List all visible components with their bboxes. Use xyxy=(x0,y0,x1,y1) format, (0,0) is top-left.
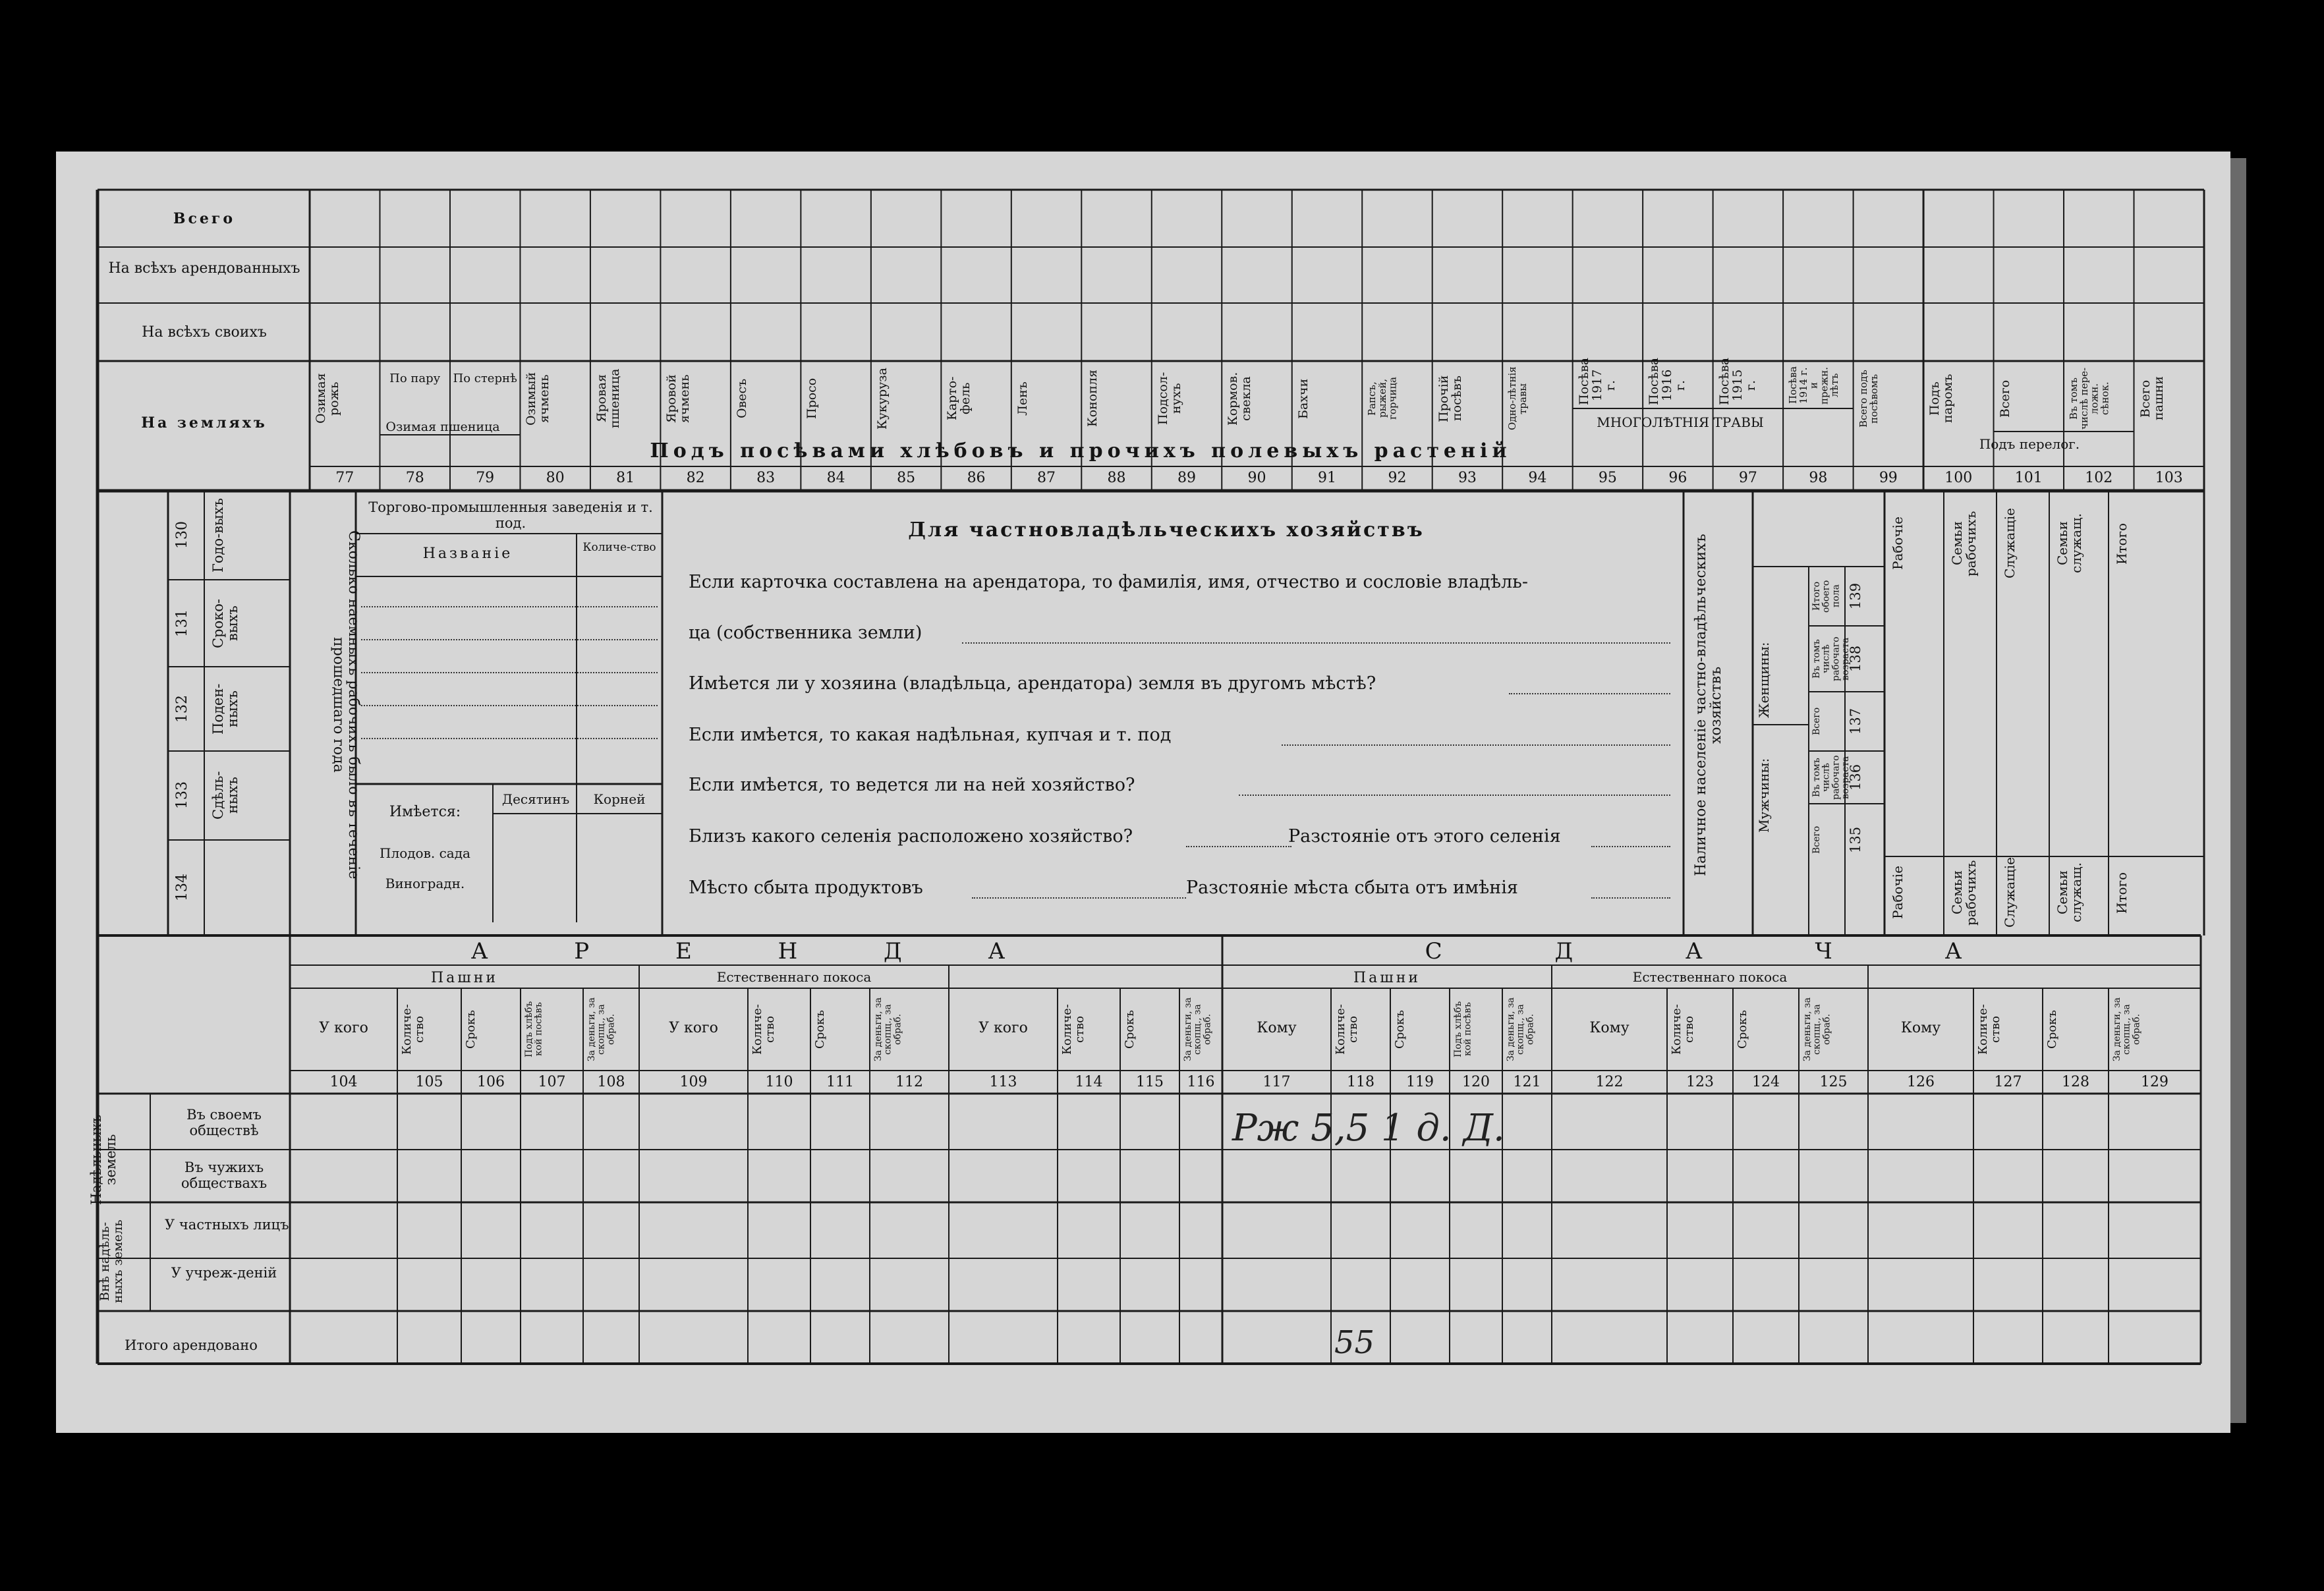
has-label: Имѣется: xyxy=(389,804,461,820)
crop-col-number: 100 xyxy=(1944,470,1973,486)
population-caption: Наличное населеніе частно-владѣльческихъ хозяйствъ xyxy=(1693,534,1725,876)
crop-col-number: 81 xyxy=(616,470,635,486)
hired-col-label: Сроко-выхъ xyxy=(210,598,241,648)
arenda-title: А Р Е Н Д А xyxy=(470,938,1045,964)
right-col-label-bottom: Итого xyxy=(2114,872,2130,914)
crop-col-label: Кукуруза xyxy=(874,368,890,430)
crop-col-label: По стернѣ xyxy=(453,372,517,385)
lease-col-label: За деньги, за скопщ., за обраб. xyxy=(586,997,617,1061)
crop-col-number: 80 xyxy=(546,470,565,486)
crop-col-label: Яровая пшеница xyxy=(594,368,622,429)
lease-col-label: Подъ хлѣбъ кой посѣвъ xyxy=(1453,1001,1473,1058)
crop-col-label: Озимый ячмень xyxy=(524,372,552,426)
crop-col-number: 94 xyxy=(1528,470,1547,486)
crop-col-label: Озимая рожь xyxy=(314,373,341,424)
lease-row-private: У частныхъ лицъ xyxy=(165,1217,289,1233)
crop-col-number: 83 xyxy=(756,470,776,486)
right-col-label-bottom: Семьи рабочихъ xyxy=(1949,860,1979,926)
lease-col-label: Кому xyxy=(1900,1020,1941,1036)
lease-row-own-community: Въ своемъ обществѣ xyxy=(186,1107,262,1139)
population-col-number: 139 xyxy=(1848,582,1863,610)
answer-line-6 xyxy=(972,897,1186,899)
group-allotment-land: Надѣльныхъ земель xyxy=(88,1114,119,1205)
lease-col-label: Срокъ xyxy=(2045,1010,2059,1049)
sdacha-title: С Д А Ч А xyxy=(1425,938,2015,964)
crop-col-number: 89 xyxy=(1177,470,1196,486)
right-col-label-top: Служащіе xyxy=(2002,508,2018,579)
q-other-land: Имѣется ли у хозяина (владѣльца, арендатора) земля въ другомъ мѣстѣ? xyxy=(689,673,1376,694)
lease-col-number: 122 xyxy=(1595,1074,1624,1090)
crop-col-label: Всего подъ посѣвомъ xyxy=(1857,370,1880,428)
hired-col-label: Сдѣль-ныхъ xyxy=(210,771,241,820)
lease-col-label: У кого xyxy=(669,1020,718,1036)
crop-col-number: 101 xyxy=(2014,470,2043,486)
lease-col-label: Подъ хлѣбъ кой посѣвъ xyxy=(524,1001,544,1058)
lease-row-other-community: Въ чужихъ обществахъ xyxy=(181,1159,268,1192)
hired-col-number: 133 xyxy=(174,781,190,810)
lease-col-number: 113 xyxy=(989,1074,1017,1090)
crop-col-number: 77 xyxy=(335,470,354,486)
crop-col-number: 88 xyxy=(1107,470,1126,486)
hired-col-number: 130 xyxy=(174,521,190,549)
crop-col-number: 78 xyxy=(405,470,424,486)
q-market-distance: Разстояніе мѣста сбыта отъ имѣнія xyxy=(1186,878,1518,898)
trade-entry-line xyxy=(361,639,658,640)
trade-entry-line xyxy=(361,738,658,739)
right-col-label-top: Семьи служащ. xyxy=(2055,513,2084,574)
lease-col-number: 125 xyxy=(1819,1074,1848,1090)
crop-col-number: 96 xyxy=(1668,470,1687,486)
hired-col-label xyxy=(211,847,283,929)
answer-line-6b xyxy=(1591,897,1670,899)
lease-row-institutions: У учреж-деній xyxy=(171,1265,277,1281)
women-label: Женщины: xyxy=(1756,642,1772,719)
crop-col-label: Подсол-нухъ xyxy=(1155,372,1183,426)
crop-col-label: Подъ паромъ xyxy=(1927,374,1955,424)
lease-col-number: 128 xyxy=(2062,1074,2089,1090)
lease-col-number: 124 xyxy=(1752,1074,1780,1090)
row-label-own: На всѣхъ своихъ xyxy=(142,324,267,341)
q-nearest-village: Близъ какого селенія расположено хозяйство? xyxy=(689,826,1133,847)
right-col-label-bottom: Семьи служащ. xyxy=(2055,862,2084,923)
trade-title: Торгово-промышленныя заведенія и т. под. xyxy=(368,499,653,532)
lease-row-total: Итого арендовано xyxy=(125,1337,258,1353)
hired-col-number: 134 xyxy=(174,874,190,902)
row-label-on-lands: На земляхъ xyxy=(141,414,268,432)
crop-col-number: 87 xyxy=(1037,470,1056,486)
population-col-number: 136 xyxy=(1848,764,1863,791)
group-perennial-grass: МНОГОЛѢТНІЯ ТРАВЫ xyxy=(1597,414,1764,430)
lease-col-number: 114 xyxy=(1075,1074,1103,1090)
lease-col-label: За деньги, за скопщ., за обраб. xyxy=(1183,997,1213,1061)
crop-col-label: Посѣва 1915 г. xyxy=(1716,357,1758,405)
lease-col-number: 126 xyxy=(1907,1074,1935,1090)
crop-col-label: Одно-лѣтнія травы xyxy=(1506,366,1529,431)
answer-line-1 xyxy=(962,642,1670,644)
crop-col-label: По пару xyxy=(389,372,441,385)
crop-col-number: 86 xyxy=(967,470,986,486)
lease-col-label: Кому xyxy=(1589,1020,1630,1036)
row-label-total: Всего xyxy=(173,210,236,227)
crop-col-number: 85 xyxy=(897,470,916,486)
right-col-label-top: Итого xyxy=(2114,522,2130,565)
q-market: Мѣсто сбыта продуктовъ xyxy=(689,878,923,898)
lease-col-label: Срокъ xyxy=(464,1010,478,1049)
population-col-label: Итого обоего пола xyxy=(1811,580,1842,613)
crop-col-label: Конопля xyxy=(1085,370,1100,428)
q-owner-name: Если карточка составлена на арендатора, то фамилія, имя, отчество и сословіе владѣль- xyxy=(689,572,1528,592)
lease-col-label: За деньги, за скопщ., за обраб. xyxy=(1506,997,1536,1061)
men-label: Мужчины: xyxy=(1756,758,1772,833)
hired-col-label: Поден-ныхъ xyxy=(210,683,241,735)
lease-col-label: Количе-ство xyxy=(1670,1004,1696,1055)
crop-col-label: Посѣва 1914 г. и прежн. лѣтъ xyxy=(1787,366,1841,405)
crop-col-number: 93 xyxy=(1458,470,1477,486)
handwritten-entry: Рж 5,5 1 д. Д. xyxy=(1232,1107,1505,1150)
lease-col-number: 112 xyxy=(895,1074,923,1090)
lease-col-number: 111 xyxy=(826,1074,854,1090)
crop-col-label: Посѣва 1917 г. xyxy=(1576,357,1618,405)
crop-col-number: 102 xyxy=(2085,470,2113,486)
hired-col-label: Годо-выхъ xyxy=(210,498,226,572)
population-col-label: Всего xyxy=(1811,707,1822,736)
crop-col-number: 82 xyxy=(686,470,705,486)
crop-col-label: Прочій посѣвъ xyxy=(1436,375,1464,422)
lease-col-number: 127 xyxy=(1994,1074,2022,1090)
private-title: Для частновладѣльческихъ хозяйствъ xyxy=(908,518,1425,542)
crop-col-label: Просо xyxy=(805,377,820,420)
crop-col-label: Всего xyxy=(1997,379,2012,418)
group-non-allotment: Внѣ надѣль-ныхъ земель xyxy=(98,1219,125,1304)
lease-col-number: 116 xyxy=(1187,1074,1215,1090)
hired-caption: Сколько наемныхъ рабочихъ было въ теченіе прошедшаго года xyxy=(329,530,362,879)
lease-col-label: Количе-ство xyxy=(400,1004,426,1055)
crop-col-number: 79 xyxy=(476,470,495,486)
sdacha-pokos: Естественнаго покоса xyxy=(1632,969,1788,985)
lease-col-number: 129 xyxy=(2141,1074,2168,1090)
lease-col-label: За деньги, за скопщ., за обраб. xyxy=(1802,997,1832,1061)
trade-qty-header: Количе-ство xyxy=(582,541,656,554)
crop-col-label: Всего пашни xyxy=(2138,376,2166,421)
hired-col-number: 131 xyxy=(174,609,190,637)
lease-col-number: 108 xyxy=(597,1074,625,1090)
crop-col-number: 84 xyxy=(826,470,845,486)
q-village-distance: Разстояніе отъ этого селенія xyxy=(1288,826,1561,847)
answer-line-5 xyxy=(1186,846,1291,847)
lease-col-number: 104 xyxy=(329,1074,358,1090)
lease-col-number: 118 xyxy=(1347,1074,1375,1090)
answer-line-4 xyxy=(1239,795,1670,796)
has-col-korney: Корней xyxy=(593,791,646,807)
has-col-desyatin: Десятинъ xyxy=(501,791,570,807)
lease-col-number: 117 xyxy=(1262,1074,1291,1090)
crop-col-label: Въ томъ числѣ пере-ложн. сѣнок. xyxy=(2068,367,2111,430)
trade-entry-line xyxy=(361,606,658,607)
lease-col-label: Кому xyxy=(1257,1020,1297,1036)
lease-col-number: 123 xyxy=(1686,1074,1714,1090)
sdacha-pashni: Пашни xyxy=(1353,970,1421,986)
lease-col-label: Срокъ xyxy=(813,1010,827,1049)
lease-col-number: 120 xyxy=(1462,1074,1490,1090)
crop-col-number: 90 xyxy=(1247,470,1266,486)
arenda-pokos: Естественнаго покоса xyxy=(716,969,872,985)
lease-col-label: Количе-ство xyxy=(1976,1004,2002,1055)
lease-col-label: Количе-ство xyxy=(1334,1004,1360,1055)
q-owner-name-cont: ца (собственника земли) xyxy=(689,623,922,643)
lease-col-label: Срокъ xyxy=(1393,1010,1407,1049)
lease-col-number: 109 xyxy=(679,1074,708,1090)
crop-col-label: Карто-фель xyxy=(945,376,973,421)
lease-col-number: 110 xyxy=(765,1074,793,1090)
lease-col-label: У кого xyxy=(319,1020,368,1036)
has-row-orchard: Плодов. сада xyxy=(380,845,470,861)
lease-col-label: Количе-ство xyxy=(1060,1004,1087,1055)
crop-col-number: 92 xyxy=(1388,470,1407,486)
population-col-label: Всего xyxy=(1811,825,1822,854)
lease-col-number: 119 xyxy=(1406,1074,1434,1090)
crop-col-label: Ленъ xyxy=(1015,381,1030,416)
lease-col-number: 106 xyxy=(477,1074,505,1090)
hired-col-number: 132 xyxy=(174,695,190,723)
q-farming-there: Если имѣется, то ведется ли на ней хозяйство? xyxy=(689,775,1135,795)
crop-col-number: 95 xyxy=(1598,470,1617,486)
crops-band-title: Подъ посѣвами хлѣбовъ и прочихъ полевыхъ растеній xyxy=(650,439,1512,462)
right-col-label-bottom: Рабочіе xyxy=(1890,866,1906,920)
has-row-vineyard: Виноградн. xyxy=(385,876,465,891)
crop-col-label: Овесъ xyxy=(734,378,749,419)
trade-name-header: Названіе xyxy=(422,545,513,562)
crop-col-label: Рапсъ, рыжей, горчица xyxy=(1366,377,1399,420)
lease-col-label: За деньги, за скопщ., за обраб. xyxy=(2112,997,2142,1061)
population-col-label: Въ томъ числѣ рабочаго возраста xyxy=(1811,636,1852,681)
crop-col-label: Кормов. свекла xyxy=(1226,372,1254,426)
group-winter-wheat: Озимая пшеница xyxy=(385,420,500,434)
right-col-label-top: Рабочіе xyxy=(1890,516,1906,571)
crop-col-label: Яровой ячмень xyxy=(664,374,693,423)
lease-col-number: 115 xyxy=(1136,1074,1164,1090)
trade-entry-line xyxy=(361,705,658,706)
right-col-label-top: Семьи рабочихъ xyxy=(1949,511,1979,576)
lease-col-label: За деньги, за скопщ., за обраб. xyxy=(873,997,903,1061)
crop-col-number: 98 xyxy=(1809,470,1828,486)
lease-col-number: 105 xyxy=(415,1074,443,1090)
crop-col-label: Бахчи xyxy=(1295,378,1311,419)
lease-col-label: Срокъ xyxy=(1123,1010,1137,1049)
lease-col-label: Срокъ xyxy=(1736,1010,1749,1049)
lease-col-number: 107 xyxy=(538,1074,566,1090)
lease-col-number: 121 xyxy=(1513,1074,1541,1090)
arenda-pashni: Пашни xyxy=(430,970,499,986)
population-col-label: Въ томъ числѣ рабочаго возраста xyxy=(1811,755,1852,800)
row-label-rented: На всѣхъ арендованныхъ xyxy=(108,260,300,277)
population-col-number: 138 xyxy=(1848,645,1863,673)
right-col-label-bottom: Служащіе xyxy=(2002,857,2018,928)
q-land-type: Если имѣется, то какая надѣльная, купчая и т. под xyxy=(689,725,1172,745)
crop-col-number: 103 xyxy=(2155,470,2183,486)
handwritten-page-number: 55 xyxy=(1334,1324,1375,1361)
crop-col-number: 91 xyxy=(1317,470,1336,486)
answer-line-2 xyxy=(1509,693,1670,694)
crop-col-number: 97 xyxy=(1738,470,1757,486)
answer-line-5b xyxy=(1591,846,1670,847)
lease-col-label: Количе-ство xyxy=(751,1004,777,1055)
crop-col-number: 99 xyxy=(1879,470,1898,486)
answer-line-3 xyxy=(1282,744,1670,746)
crop-col-label: Посѣва 1916 г. xyxy=(1647,357,1688,405)
lease-col-label: У кого xyxy=(978,1020,1028,1036)
population-col-number: 135 xyxy=(1848,826,1863,854)
trade-entry-line xyxy=(361,672,658,673)
group-fallow: Подъ перелог. xyxy=(1979,436,2080,452)
population-col-number: 137 xyxy=(1848,708,1863,735)
